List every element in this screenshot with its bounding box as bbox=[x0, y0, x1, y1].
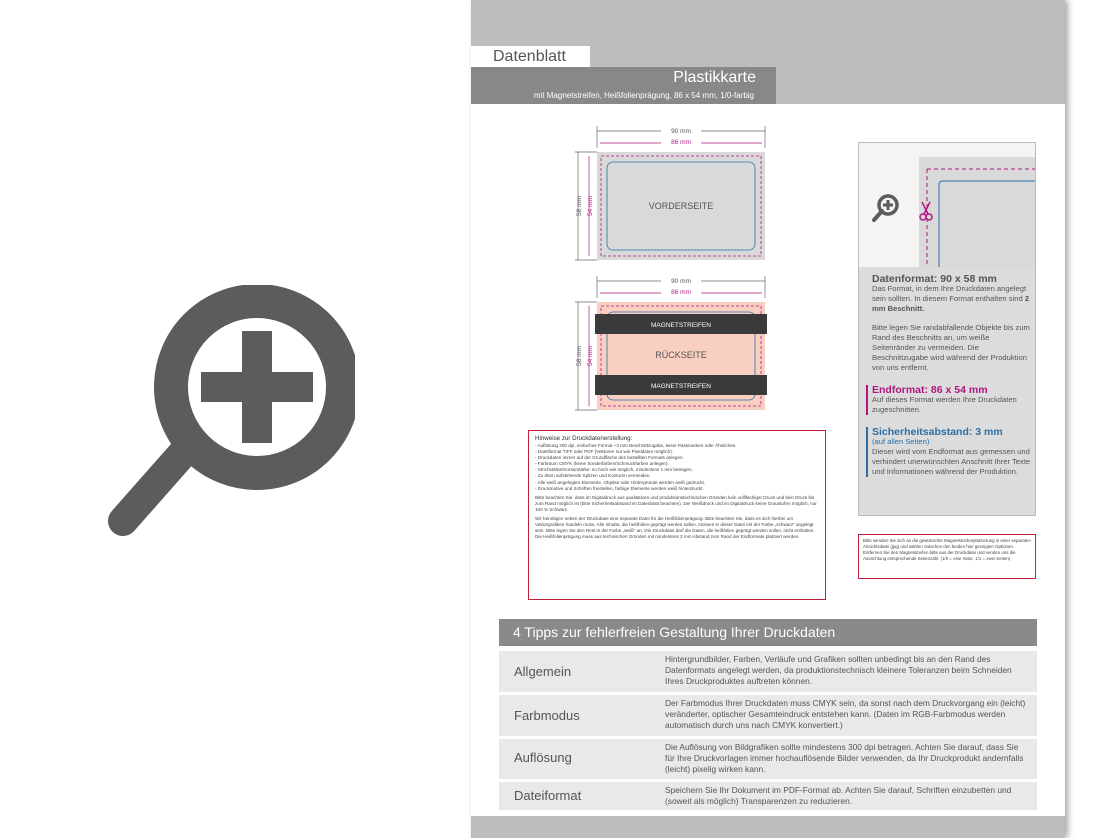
datenformat-hint: Bitte legen Sie randabfallende Objekte bis zum Rand des Beschnitts an, um weiße Seitenränder zu vermeiden. Die Beschnittzugabe wird während der Produktion von uns entfernt. bbox=[872, 323, 1030, 372]
endformat-block bbox=[866, 385, 1032, 415]
notes-paragraph: Die Heißfolienprägung muss aus technischen Gründen mit mindestens 3 mm Abstand zum Rand der Endformate platziert werden. bbox=[535, 534, 800, 540]
tip-label: Farbmodus bbox=[514, 708, 580, 723]
tip-row bbox=[499, 782, 1037, 810]
zoom-preview[interactable] bbox=[859, 143, 1035, 267]
tip-text: Die Auflösung von Bildgrafiken sollte mindestens 300 dpi betragen. Achten Sie darauf, dass Sie für Ihre Druckvorlagen immer hochauflösende Bilder verwenden, da Ihr Druckprodukt andernfalls (leicht) pixelig wirken kann. bbox=[665, 742, 1024, 774]
notes-item: - Dateiformat TIFF oder PDF (Vektoren nur wie Pixeldaten möglich). bbox=[535, 449, 674, 455]
endformat-title: Endformat: 86 x 54 mm bbox=[872, 384, 988, 396]
tips-header: 4 Tipps zur fehlerfreien Gestaltung Ihrer Druckdaten bbox=[499, 619, 1037, 646]
tip-row bbox=[499, 739, 1037, 779]
format-info-panel bbox=[858, 142, 1036, 516]
product-title: Plastikkarte bbox=[673, 69, 756, 86]
notes-item: - Zu dünn aufstehende Spitzen und Konturen vermeiden. bbox=[535, 473, 651, 479]
magnetic-stripe-bottom-label: MAGNETSTREIFEN bbox=[651, 383, 711, 390]
datenformat-text: Das Format, in dem Ihre Druckdaten angelegt sein sollten. In diesem Format enthalten sind bbox=[872, 284, 1027, 303]
sheet-footer-band bbox=[471, 816, 1065, 838]
print-notes-box bbox=[528, 430, 826, 600]
notes-item: - Auflösung 300 dpi, einfaches Format +3 mm Beschnittzugabe, keine Passmarken oder Ähnliches. bbox=[535, 443, 737, 448]
sicherheit-block bbox=[866, 427, 1032, 477]
tip-label: Dateiformat bbox=[514, 788, 582, 803]
notes-paragraph: Bitte beachten Sie, dass im Digitaldruck aus qualitativen und produktionstechnischen Gründen kein vollflächiger Druck und kein Druck bis zum Rand möglich ist (bitte Sicherheitsabstand im Datenblatt beachten). Der Weißdruck und im Digitaldruck keine Graustufen möglich, nur 100 % Schwarz. bbox=[535, 494, 817, 512]
notes-item: - Strichstärke/Konturstärke: so hoch wie möglich, mindestens 1 mm betragen. bbox=[535, 467, 693, 473]
magnetstripe-note-box bbox=[858, 534, 1036, 579]
front-outer-width-label: 90 mm bbox=[671, 128, 691, 135]
sicherheit-text: Dieser wird vom Endformat aus gemessen und verhindert unerwünschten Anschnitt Ihrer Texte und Informationen während der Produktion. bbox=[872, 447, 1031, 476]
notes-item: - Farbraum CMYK (keine Sonderfarben/Schmuckfarben anlegen). bbox=[535, 461, 669, 467]
front-side-label: VORDERSEITE bbox=[648, 201, 714, 211]
tip-row bbox=[499, 695, 1037, 736]
front-inner-height-label: 54 mm bbox=[587, 196, 594, 216]
format-info-text bbox=[872, 274, 1032, 477]
tip-text: Hintergrundbilder, Farben, Verläufe und Grafiken sollten unbedingt bis an den Rand des Datenformats angelegt werden, da produktionstechnisch kleinere Toleranzen beim Schneiden Ihres Druckproduktes auftreten können. bbox=[665, 654, 1012, 686]
notes-heading: Hinweise zur Druckdatenerstellung: bbox=[535, 435, 633, 442]
magnetstripe-note-text: Bitte wenden Sie sich an die gewünschte Magnetstreifenplatzierung in einer separaten Ansichtsdatei (jpg) und wählen zwischen den beiden hier gezeigten Optionen. Entfernen Sie den Magnetstreifen bitte aus der Druckdatei und senden uns die Ausrichtung entsprechende Seitenzahl. (1/0 = eine Seite, 1/1 = zwei Seiten) bbox=[863, 538, 1031, 561]
scissors-icon bbox=[919, 201, 933, 221]
notes-paragraph: Wir benötigen neben der Druckdatei eine separate Datei für die Heißfolienprägung. Bitte beachten Sie, dass es sich hierbei um Vektorgrafiken handeln muss. Alle Inhalte, die heißfolien geprägt werden sollen, müssen in dieser Datei mit der Farbe „schwarz“ angelegt sein. Bitte legen Sie den Rest in der Farbe „weiß“ an. Die Druckdatei darf die Daten, die heißfolien geprägt werden sollen, nicht enthalten. bbox=[535, 516, 815, 534]
notes-item: - Alle weiß angelegten Elemente, Objekte oder Hintergründe werden weiß gedruckt. bbox=[535, 479, 706, 485]
sicherheit-subtitle: (auf allen Seiten) bbox=[872, 437, 930, 446]
back-outer-width-label: 90 mm bbox=[671, 278, 691, 285]
sicherheit-title: Sicherheitsabstand: 3 mm bbox=[872, 426, 1003, 438]
zoom-in-icon[interactable] bbox=[105, 285, 355, 552]
zoom-in-small-icon[interactable] bbox=[871, 193, 901, 223]
endformat-text: Auf dieses Format werden Ihre Druckdaten zugeschnitten. bbox=[872, 395, 1017, 414]
datasheet-page bbox=[471, 0, 1065, 838]
front-card-diagram bbox=[571, 124, 771, 274]
datenformat-title: Datenformat: 90 x 58 mm bbox=[872, 273, 997, 285]
tip-text: Speichern Sie Ihr Dokument im PDF-Format ab. Achten Sie darauf, Schriften einzubetten und (soweit als möglich) Transparenzen zu reduzieren. bbox=[665, 785, 1012, 806]
back-inner-width-label: 86 mm bbox=[671, 289, 691, 296]
back-outer-height-label: 58 mm bbox=[576, 346, 583, 366]
tip-label: Auflösung bbox=[514, 750, 572, 765]
magnetic-stripe-top-label: MAGNETSTREIFEN bbox=[651, 322, 711, 329]
back-card-diagram bbox=[571, 274, 771, 424]
tip-label: Allgemein bbox=[514, 664, 572, 679]
product-subtitle: mit Magnetstreifen, Heißfolienprägung, 86 x 54 mm, 1/0-farbig bbox=[533, 91, 754, 100]
notes-item: - Druckmotive und Schriften freistellen, farbige Elemente werden weiß hinterdruckt. bbox=[535, 485, 704, 491]
datasheet-tab: Datenblatt bbox=[471, 46, 590, 67]
tip-row bbox=[499, 651, 1037, 692]
title-bar bbox=[471, 67, 776, 104]
tip-text: Der Farbmodus Ihrer Druckdaten muss CMYK sein, da sonst nach dem Druckvorgang ein (leicht) veränderter, optischer Gesamteindruck entstehen kann. (Daten im RGB-Farbmodus werden automatisch durch uns nach CMYK konvertiert.) bbox=[665, 698, 1026, 730]
datenformat-bleed: 2 mm Beschnitt. bbox=[872, 294, 1030, 313]
front-outer-height-label: 58 mm bbox=[576, 196, 583, 216]
notes-item: - Druckdaten immer auf der Grundfläche des bestellten Formats anlegen. bbox=[535, 455, 684, 461]
back-side-label: RÜCKSEITE bbox=[655, 350, 707, 360]
back-inner-height-label: 54 mm bbox=[587, 346, 594, 366]
front-inner-width-label: 86 mm bbox=[671, 139, 691, 146]
